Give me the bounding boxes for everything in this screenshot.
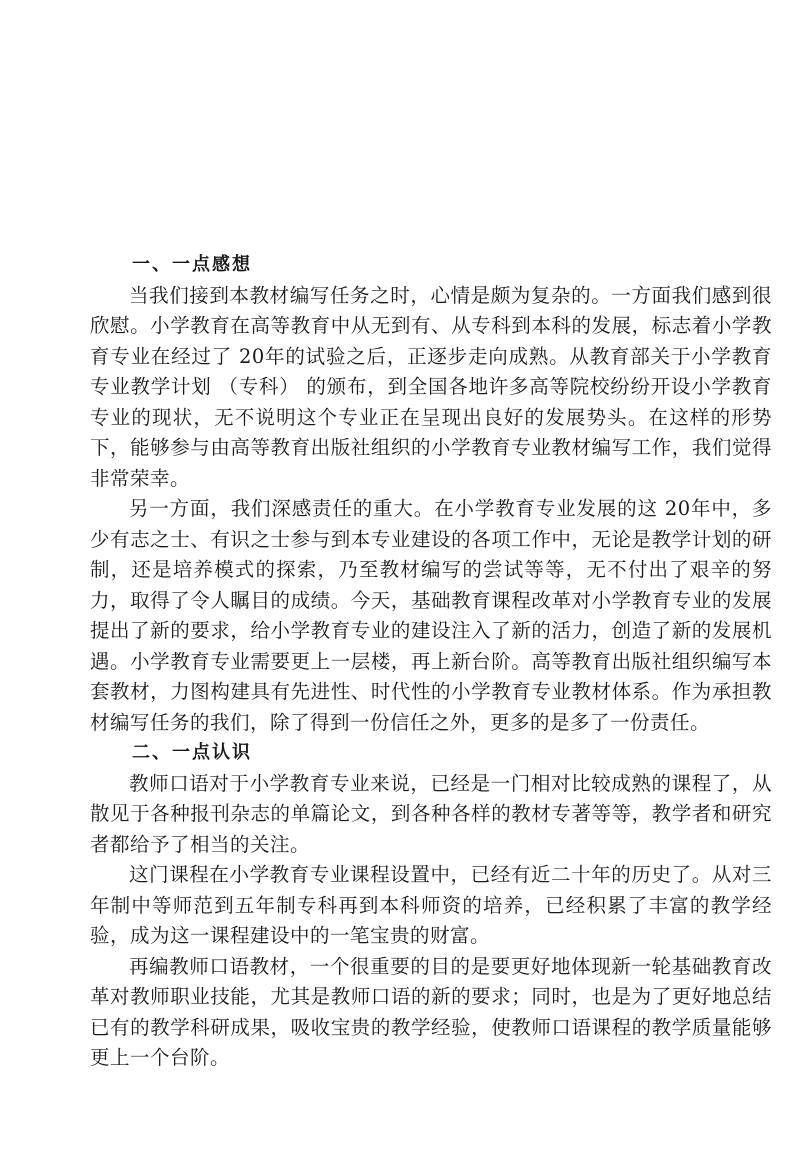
paragraph: 这门课程在小学教育专业课程设置中，已经有近二十年的历史了。从对三年制中等师范到五年制专科再到本科师资的培养，已经积累了丰富的教学经验，成为这一课程建设中的一笔宝贵的财富。 bbox=[90, 863, 772, 947]
paragraph: 另一方面，我们深感责任的重大。在小学教育专业发展的这 20年中，多少有志之士、有识之士参与到本专业建设的各项工作中，无论是教学计划的研制，还是培养模式的探索，乃至教材编写的尝试等等，无不付出了艰辛的努力，取得了令人瞩目的成绩。今天，基础教育课程改革对小学教育专业的发展提出了新的要求，给小学教育专业的建设注入了新的活力，创造了新的发展机遇。小学教育专业需要更上一层楼，再上新台阶。高等教育出版社组织编写本套教材，力图构建具有先进性、时代性的小学教育专业教材体系。作为承担教材编写任务的我们，除了得到一份信任之外，更多的是多了一份责任。 bbox=[90, 497, 772, 734]
section-heading-understanding: 二、一点认识 bbox=[132, 742, 252, 763]
section-heading-reflection: 一、一点感想 bbox=[132, 254, 252, 275]
paragraph: 再编教师口语教材，一个很重要的目的是要更好地体现新一轮基础教育改革对教师职业技能，尤其是教师口语的新的要求；同时，也是为了更好地总结已有的教学科研成果，吸收宝贵的教学经验，使教师口语课程的教学质量能够更上一个台阶。 bbox=[90, 954, 772, 1069]
paragraph: 教师口语对于小学教育专业来说，已经是一门相对比较成熟的课程了，从散见于各种报刊杂志的单篇论文，到各种各样的教材专著等等，教学者和研究者都给予了相当的关注。 bbox=[90, 771, 772, 856]
document-page bbox=[90, 250, 772, 1074]
paragraph: 当我们接到本教材编写任务之时，心情是颇为复杂的。一方面我们感到很欣慰。小学教育在高等教育中从无到有、从专科到本科的发展，标志着小学教育专业在经过了 20年的试验之后，正逐步走向成熟。从教育部关于小学教育专业教学计划 （专科） 的颁布，到全国各地许多高等院校纷纷开设小学教育专业的现状，无不说明这个专业正在呈现出良好的发展势头。在这样的形势下，能够参与由高等教育出版社组织的小学教育专业教材编写工作，我们觉得非常荣幸。 bbox=[90, 283, 772, 490]
